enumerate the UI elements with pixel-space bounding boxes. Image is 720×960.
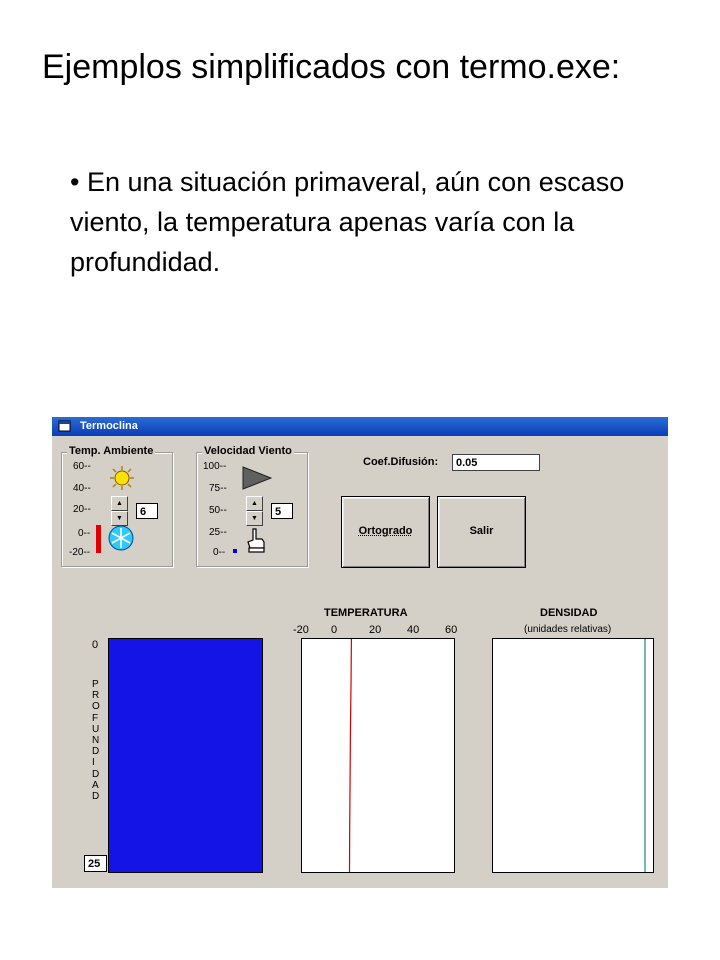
title-bar[interactable] <box>52 417 668 436</box>
wind-flag-icon <box>242 466 272 490</box>
sun-icon <box>109 465 135 491</box>
temp-scale-label: 40-- <box>73 483 91 494</box>
wind-down-arrow-icon[interactable]: ▼ <box>246 511 263 526</box>
depth-top-label: 0 <box>92 639 99 651</box>
profundidad-letter: U <box>92 723 100 735</box>
wind-spinner[interactable] <box>246 496 263 526</box>
temp-ambiente-label: Temp. Ambiente <box>69 445 154 457</box>
temperatura-plot <box>301 638 455 873</box>
profundidad-letter: D <box>92 746 100 758</box>
coef-difusion-field[interactable]: 0.05 <box>452 454 540 471</box>
profundidad-letter: O <box>92 701 100 713</box>
snowflake-icon <box>107 524 135 552</box>
profundidad-letter: R <box>92 690 100 702</box>
wind-scale-label: 50-- <box>209 505 227 516</box>
salir-button-label: Salir <box>469 525 494 537</box>
depth-value: 25 <box>84 855 107 872</box>
profundidad-letter: D <box>92 791 100 802</box>
profundidad-letter: N <box>92 735 100 746</box>
densidad-title: DENSIDAD <box>540 607 598 619</box>
salir-button[interactable] <box>437 496 526 568</box>
wind-scale-label: 100-- <box>203 461 227 472</box>
velocidad-viento-group <box>196 445 308 567</box>
wind-up-arrow-icon[interactable]: ▲ <box>246 496 263 511</box>
ortogrado-button-label: Ortogrado <box>358 525 413 537</box>
slide-title: Ejemplos simplificados con termo.exe: <box>42 48 621 86</box>
temp-up-arrow-icon[interactable]: ▲ <box>111 496 128 511</box>
temp-level-bar <box>96 525 101 553</box>
window-title: Termoclina <box>80 420 138 432</box>
temp-scale-label: 60-- <box>73 461 91 472</box>
water-column <box>108 638 263 873</box>
temp-value: 6 <box>136 503 158 519</box>
temp-scale-label: 0-- <box>78 528 91 539</box>
wind-value: 5 <box>271 503 293 519</box>
temp-scale-label: 20-- <box>73 504 91 515</box>
temperatura-series-line <box>350 639 352 872</box>
bullet-text: • En una situación primaveral, aún con escaso viento, la temperatura apenas varía con la profundidad. <box>70 167 625 277</box>
densidad-subtitle: (unidades relativas) <box>524 624 612 635</box>
profundidad-letter: D <box>92 768 100 780</box>
coef-difusion-label: Coef.Difusión: <box>363 456 439 468</box>
temperatura-title: TEMPERATURA <box>324 607 408 619</box>
temperatura-tick-label: 60 <box>445 624 458 636</box>
temp-down-arrow-icon[interactable]: ▼ <box>111 511 128 526</box>
hand-icon <box>245 527 267 553</box>
profundidad-letter: P <box>92 679 99 690</box>
wind-level-marker <box>233 549 237 553</box>
profundidad-letter: F <box>92 712 99 724</box>
velocidad-viento-label: Velocidad Viento <box>204 445 292 457</box>
temperatura-tick-label: 0 <box>331 624 338 636</box>
temperatura-tick-label: 20 <box>369 624 382 636</box>
temperatura-tick-label: 40 <box>407 624 420 636</box>
window-app-icon[interactable] <box>58 420 71 432</box>
ortogrado-button[interactable] <box>341 496 430 568</box>
densidad-plot <box>492 638 654 873</box>
wind-scale-label: 75-- <box>209 483 227 494</box>
profundidad-letter: I <box>92 757 95 769</box>
wind-scale-label: 0-- <box>213 547 226 558</box>
temp-spinner[interactable] <box>111 496 128 526</box>
wind-scale-label: 25-- <box>209 527 227 538</box>
termoclina-window <box>52 417 668 888</box>
temperatura-tick-label: -20 <box>293 624 309 636</box>
temp-ambiente-group <box>61 445 173 567</box>
temp-scale-label: -20-- <box>69 547 91 558</box>
profundidad-letter: A <box>92 779 99 791</box>
